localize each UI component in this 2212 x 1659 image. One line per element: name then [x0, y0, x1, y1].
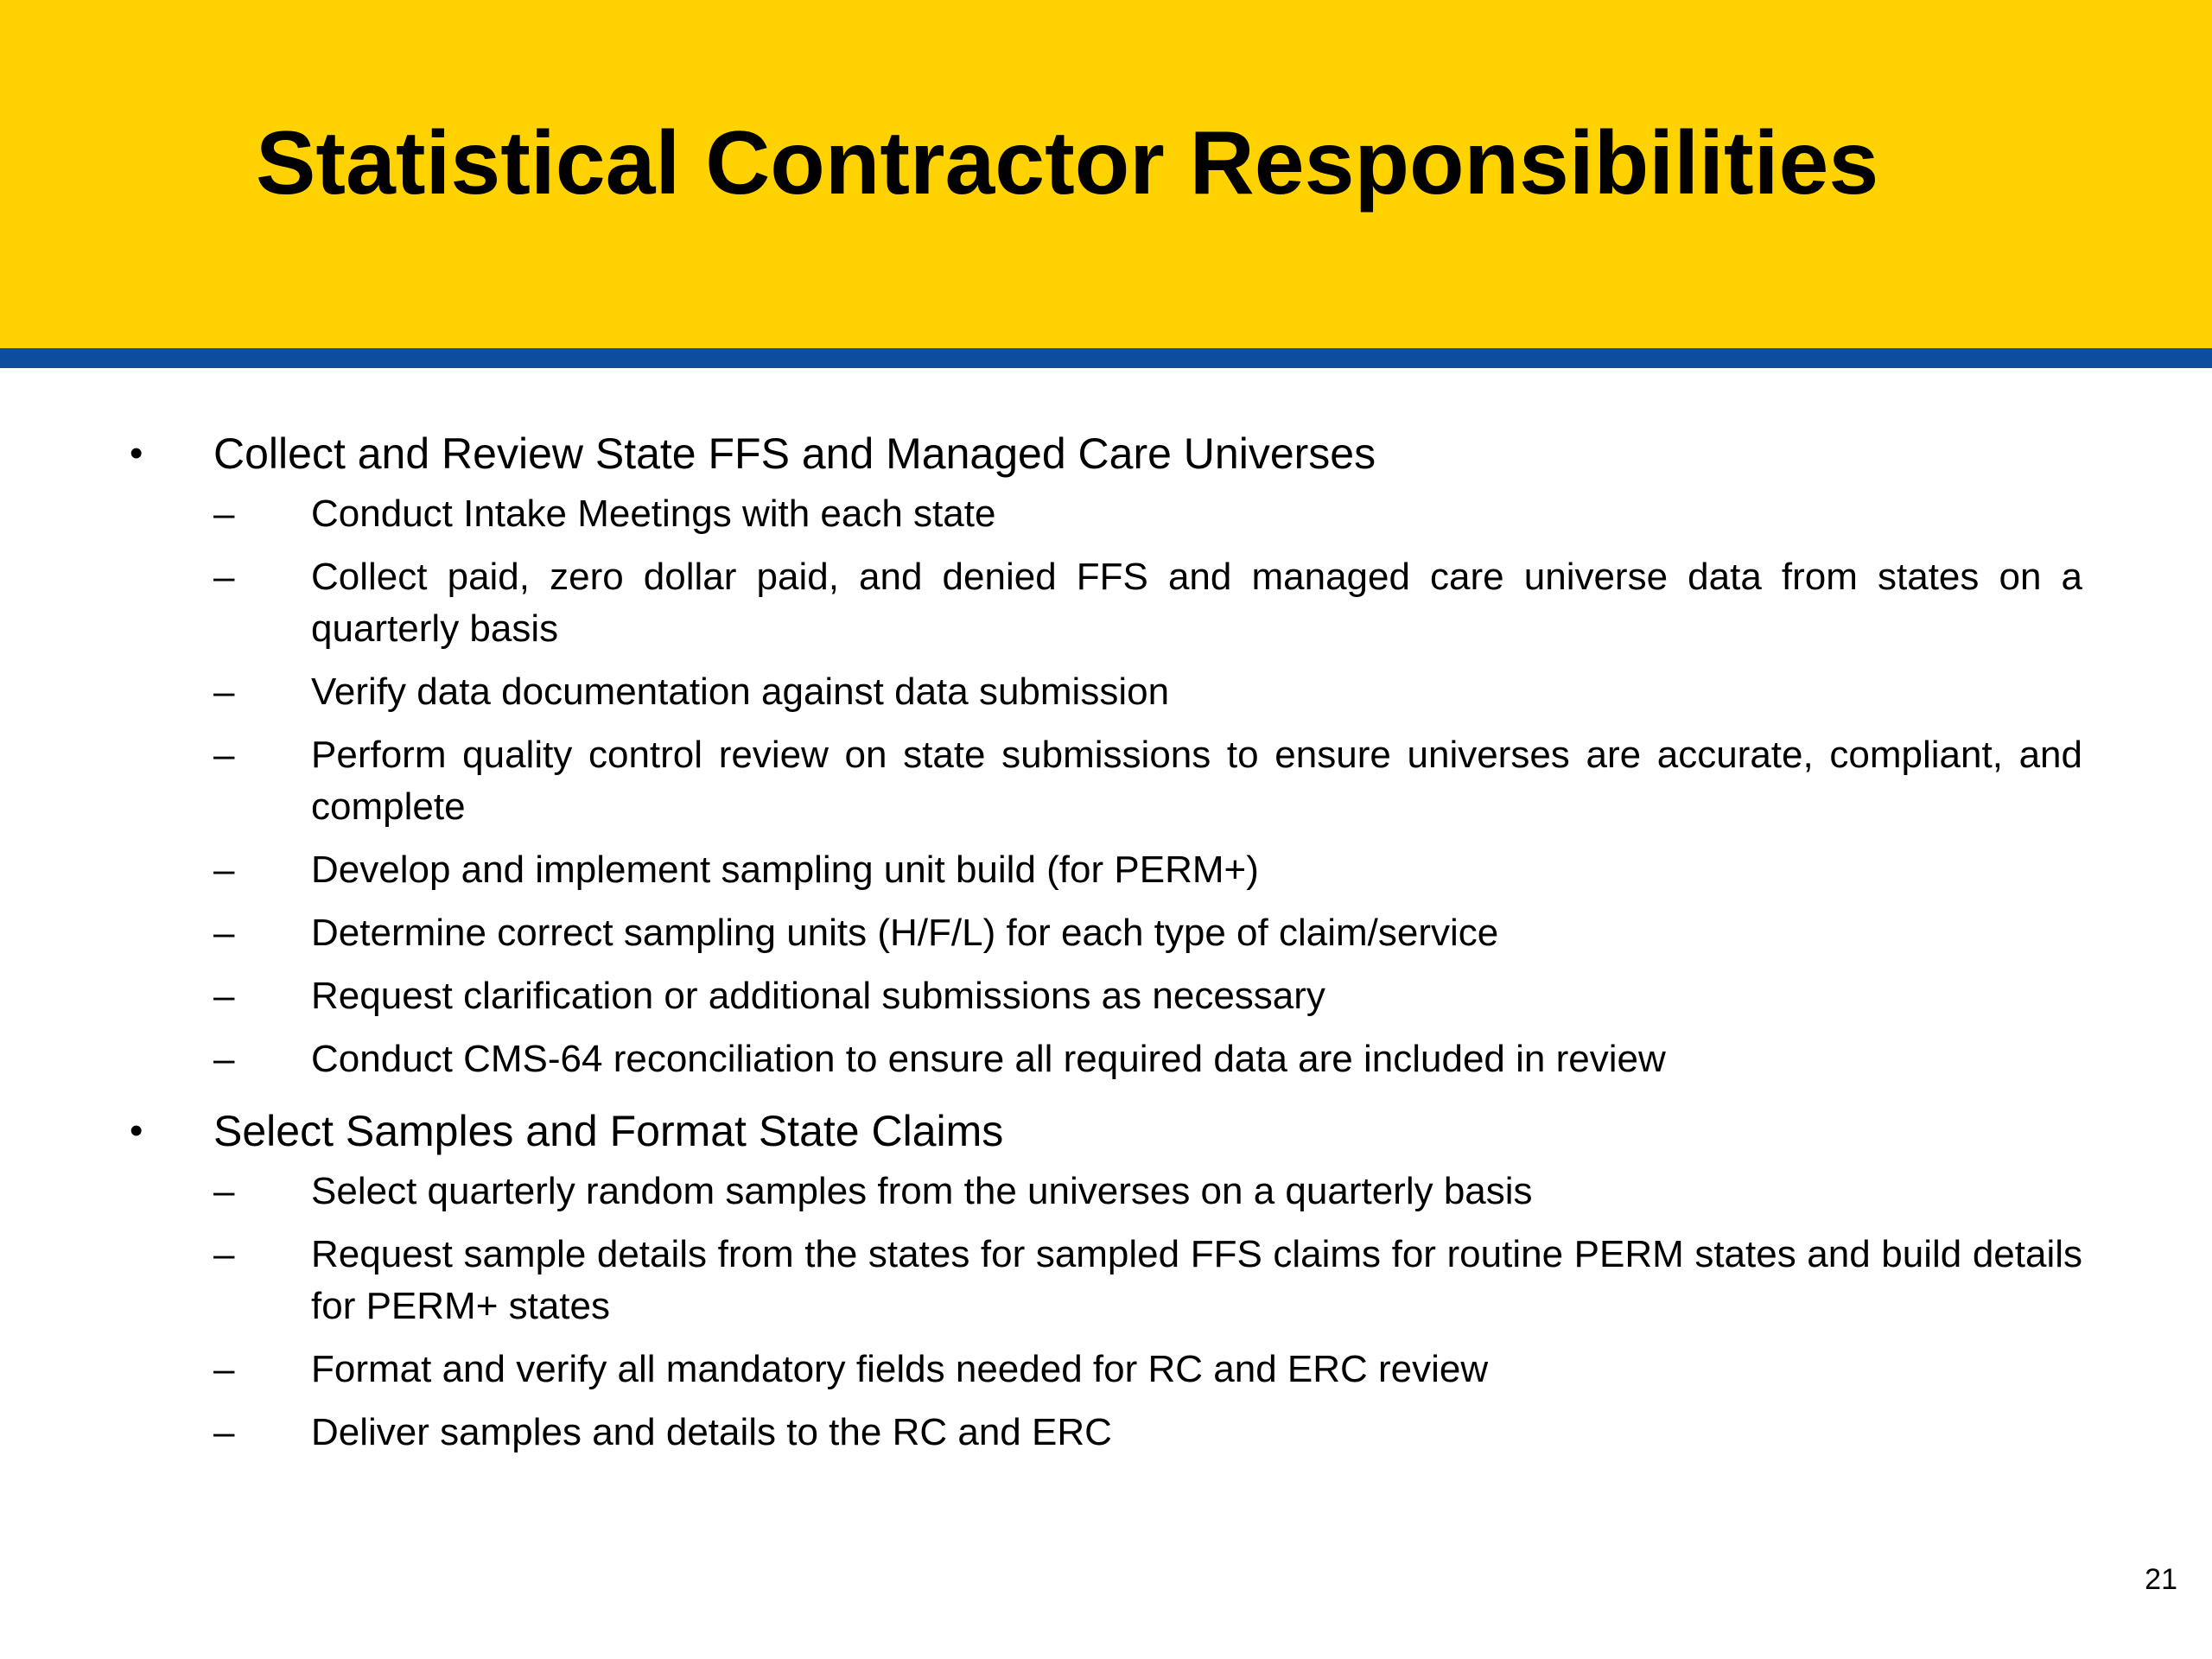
sub-bullet [213, 666, 2082, 718]
sub-bullet-text: Determine correct sampling units (H/F/L) for each type of claim/service [311, 912, 1499, 954]
dash-icon: – [213, 975, 235, 1017]
slide-body [121, 419, 2082, 1470]
bullet-list [121, 419, 2082, 1459]
sub-bullet-text: Format and verify all mandatory fields needed for RC and ERC review [311, 1348, 1489, 1390]
slide-title: Statistical Contractor Responsibilities [256, 113, 1879, 213]
sub-bullet-text: Request clarification or additional submissions as necessary [311, 975, 1325, 1017]
bullet-section-collect-review [121, 419, 2082, 1085]
sub-bullet [213, 729, 2082, 833]
sub-bullet-list [213, 488, 2082, 1085]
sub-bullet-text: Conduct CMS-64 reconciliation to ensure all required data are included in review [311, 1038, 1666, 1080]
sub-bullet-text: Develop and implement sampling unit build (for PERM+) [311, 849, 1259, 891]
sub-bullet-text: Select quarterly random samples from the universes on a quarterly basis [311, 1170, 1533, 1212]
dash-icon: – [213, 493, 235, 535]
sub-bullet [213, 1344, 2082, 1395]
bullet-section-select-samples [121, 1096, 2082, 1459]
sub-bullet-text: Request sample details from the states for sampled FFS claims for routine PERM states and build details for PERM+ states [311, 1233, 2082, 1327]
dash-icon: – [213, 912, 235, 954]
dash-icon: – [213, 671, 235, 713]
section-heading: Collect and Review State FFS and Managed Care Universes [213, 429, 1376, 478]
sub-bullet [213, 907, 2082, 959]
section-heading: Select Samples and Format State Claims [213, 1107, 1004, 1155]
dash-icon: – [213, 734, 235, 776]
sub-bullet-text: Perform quality control review on state submissions to ensure universes are accurate, compliant, and complete [311, 734, 2082, 828]
sub-bullet [213, 1407, 2082, 1459]
bullet-icon: • [130, 432, 143, 474]
sub-bullet-text: Verify data documentation against data submission [311, 671, 1170, 713]
sub-bullet [213, 1229, 2082, 1332]
sub-bullet [213, 551, 2082, 655]
title-banner [0, 0, 2212, 348]
dash-icon: – [213, 1170, 235, 1212]
bullet-icon: • [130, 1109, 143, 1152]
dash-icon: – [213, 1348, 235, 1390]
sub-bullet [213, 970, 2082, 1022]
dash-icon: – [213, 1038, 235, 1080]
sub-bullet [213, 488, 2082, 540]
dash-icon: – [213, 1411, 235, 1453]
sub-bullet [213, 1033, 2082, 1085]
sub-bullet-list [213, 1166, 2082, 1459]
dash-icon: – [213, 556, 235, 598]
header-divider [0, 348, 2212, 368]
sub-bullet-text: Deliver samples and details to the RC and ERC [311, 1411, 1112, 1453]
sub-bullet-text: Conduct Intake Meetings with each state [311, 493, 996, 535]
page-number: 21 [2145, 1563, 2177, 1596]
dash-icon: – [213, 1233, 235, 1275]
sub-bullet [213, 1166, 2082, 1217]
sub-bullet [213, 844, 2082, 896]
dash-icon: – [213, 849, 235, 891]
sub-bullet-text: Collect paid, zero dollar paid, and denied FFS and managed care universe data from states on a quarterly basis [311, 556, 2082, 650]
